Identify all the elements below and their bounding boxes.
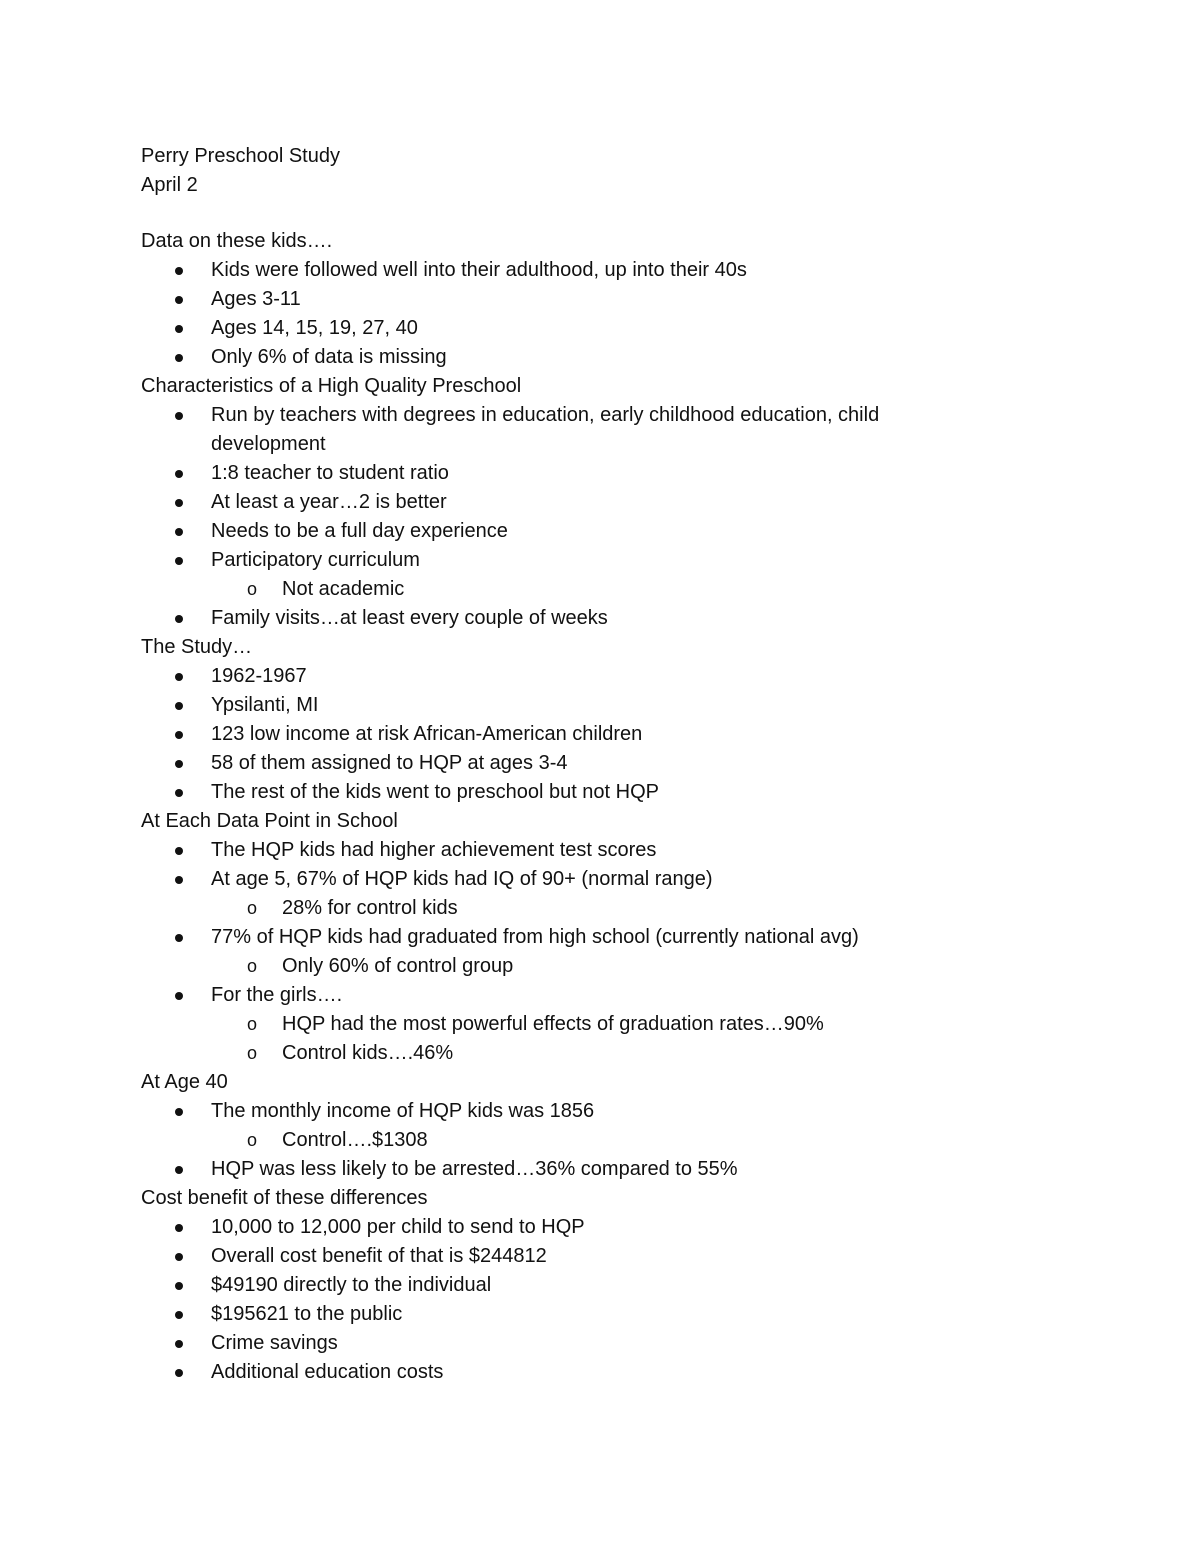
list-item: Needs to be a full day experience [141, 517, 961, 546]
sub-list-item: o Control….$1308 [247, 1129, 428, 1151]
list-item: $49190 directly to the individual [141, 1271, 961, 1300]
sub-list-item: o Only 60% of control group [247, 955, 514, 977]
list-item: Ypsilanti, MI [141, 691, 961, 720]
bullet-list [141, 401, 961, 633]
list-item: Overall cost benefit of that is $244812 [141, 1242, 961, 1271]
list-item: The HQP kids had higher achievement test scores [141, 836, 961, 865]
list-item: At least a year…2 is better [141, 488, 961, 517]
hollow-bullet-icon: o [247, 579, 258, 599]
bullet-icon [175, 1340, 183, 1348]
bullet-icon [175, 412, 183, 420]
bullet-icon [175, 731, 183, 739]
hollow-bullet-icon: o [247, 956, 258, 976]
bullet-icon [175, 760, 183, 768]
hollow-bullet-icon: o [247, 1043, 258, 1063]
hollow-bullet-icon: o [247, 898, 258, 918]
bullet-list [141, 256, 961, 372]
section-heading: At Age 40 [141, 1071, 228, 1093]
list-item: 58 of them assigned to HQP at ages 3-4 [141, 749, 961, 778]
sub-list-item: o 28% for control kids [247, 897, 458, 919]
bullet-icon [175, 1311, 183, 1319]
document-body [141, 142, 961, 1387]
bullet-icon [175, 354, 183, 362]
section-heading: At Each Data Point in School [141, 810, 398, 832]
list-item: HQP was less likely to be arrested…36% compared to 55% [141, 1155, 961, 1184]
hollow-bullet-icon: o [247, 1130, 258, 1150]
bullet-icon [175, 876, 183, 884]
bullet-icon [175, 499, 183, 507]
bullet-icon [175, 1166, 183, 1174]
list-item: Only 6% of data is missing [141, 343, 961, 372]
bullet-list [141, 836, 961, 1068]
sub-list-item: o HQP had the most powerful effects of graduation rates…90% [247, 1013, 824, 1035]
list-item: 1:8 teacher to student ratio [141, 459, 961, 488]
list-item: The rest of the kids went to preschool but not HQP [141, 778, 961, 807]
bullet-icon [175, 325, 183, 333]
list-item: Run by teachers with degrees in education, early childhood education, child development [141, 401, 961, 459]
list-item: $195621 to the public [141, 1300, 961, 1329]
hollow-bullet-icon: o [247, 1014, 258, 1034]
document-date: April 2 [141, 174, 198, 196]
bullet-icon [175, 1253, 183, 1261]
list-item: Additional education costs [141, 1358, 961, 1387]
bullet-icon [175, 789, 183, 797]
bullet-icon [175, 267, 183, 275]
bullet-icon [175, 1108, 183, 1116]
document-title: Perry Preschool Study [141, 145, 340, 167]
bullet-icon [175, 847, 183, 855]
list-item: 123 low income at risk African-American children [141, 720, 961, 749]
list-item: 77% of HQP kids had graduated from high school (currently national avg) [141, 923, 961, 952]
bullet-icon [175, 934, 183, 942]
bullet-icon [175, 528, 183, 536]
bullet-icon [175, 615, 183, 623]
list-item: 1962-1967 [141, 662, 961, 691]
section-heading: The Study… [141, 636, 253, 658]
bullet-icon [175, 1369, 183, 1377]
bullet-icon [175, 673, 183, 681]
bullet-icon [175, 702, 183, 710]
list-item: Ages 14, 15, 19, 27, 40 [141, 314, 961, 343]
list-item: Participatory curriculum [141, 546, 961, 575]
bullet-list [141, 1097, 961, 1184]
bullet-list [141, 662, 961, 807]
list-item: Kids were followed well into their adulthood, up into their 40s [141, 256, 961, 285]
blank-line [141, 200, 961, 227]
list-item: For the girls…. [141, 981, 961, 1010]
bullet-list [141, 1213, 961, 1387]
bullet-icon [175, 470, 183, 478]
list-item: At age 5, 67% of HQP kids had IQ of 90+ (normal range) [141, 865, 961, 894]
section-heading: Cost benefit of these differences [141, 1187, 428, 1209]
bullet-icon [175, 992, 183, 1000]
sub-list-item: o Not academic [247, 578, 405, 600]
section-heading: Data on these kids…. [141, 230, 333, 252]
section-heading: Characteristics of a High Quality Preschool [141, 375, 522, 397]
list-item: Ages 3-11 [141, 285, 961, 314]
sub-list-item: o Control kids….46% [247, 1042, 454, 1064]
list-item: Crime savings [141, 1329, 961, 1358]
bullet-icon [175, 557, 183, 565]
bullet-icon [175, 1282, 183, 1290]
bullet-icon [175, 1224, 183, 1232]
list-item: 10,000 to 12,000 per child to send to HQP [141, 1213, 961, 1242]
list-item: Family visits…at least every couple of weeks [141, 604, 961, 633]
bullet-icon [175, 296, 183, 304]
list-item: The monthly income of HQP kids was 1856 [141, 1097, 961, 1126]
